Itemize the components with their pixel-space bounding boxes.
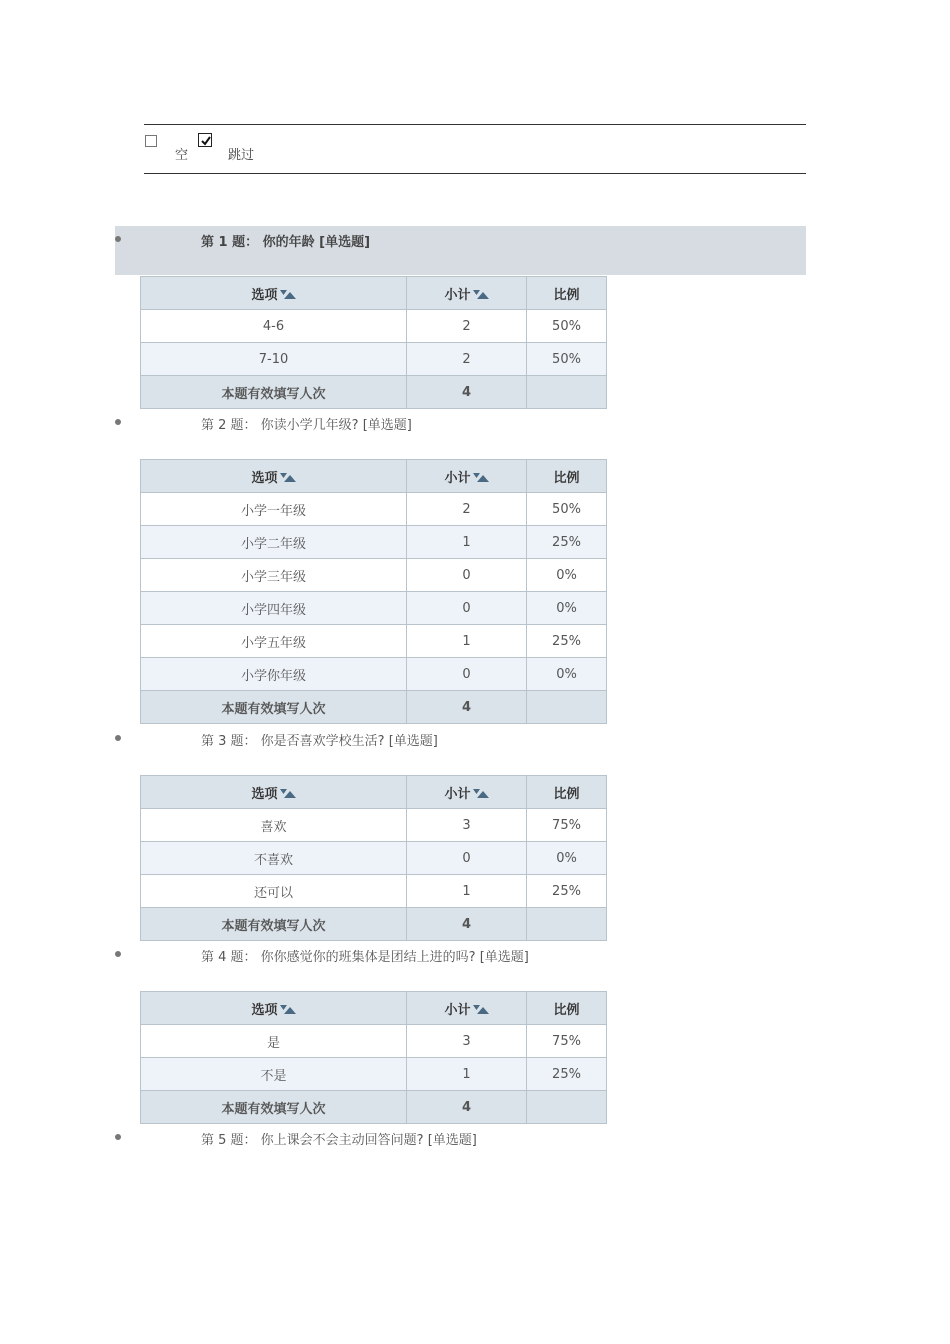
table-row: 喜欢 3 75% <box>141 809 607 842</box>
column-header-count[interactable]: 小计 <box>407 460 527 493</box>
total-row: 本题有效填写人次 4 <box>141 376 607 409</box>
table-row: 不喜欢 0 0% <box>141 842 607 875</box>
column-header-count[interactable]: 小计 <box>407 776 527 809</box>
table-row: 小学二年级 1 25% <box>141 526 607 559</box>
bullet <box>115 735 121 741</box>
top-rule <box>144 124 806 125</box>
sort-icon[interactable] <box>473 473 489 483</box>
table-row: 4-6 2 50% <box>141 310 607 343</box>
table-row: 小学四年级 0 0% <box>141 592 607 625</box>
table-row: 是 3 75% <box>141 1025 607 1058</box>
table-row: 不是 1 25% <box>141 1058 607 1091</box>
table-row: 小学三年级 0 0% <box>141 559 607 592</box>
column-header-count[interactable]: 小计 <box>407 992 527 1025</box>
total-row: 本题有效填写人次 4 <box>141 1091 607 1124</box>
result-table <box>140 276 607 409</box>
filter-row <box>144 132 444 162</box>
empty-checkbox[interactable] <box>145 135 157 147</box>
total-row: 本题有效填写人次 4 <box>141 908 607 941</box>
total-row: 本题有效填写人次 4 <box>141 691 607 724</box>
table-row: 小学你年级 0 0% <box>141 658 607 691</box>
skip-checkbox[interactable] <box>198 133 212 147</box>
table-row: 小学五年级 1 25% <box>141 625 607 658</box>
bottom-rule <box>144 173 806 174</box>
skip-label: 跳过 <box>228 148 255 163</box>
column-header-ratio: 比例 <box>527 776 607 809</box>
question-title: 第 2 题： 你读小学几年级? [单选题] <box>201 418 412 433</box>
question-title: 第 1 题： 你的年龄 [单选题] <box>201 235 371 250</box>
column-header-ratio: 比例 <box>527 992 607 1025</box>
result-table <box>140 991 607 1124</box>
column-header-ratio: 比例 <box>527 277 607 310</box>
check-icon <box>199 134 213 148</box>
sort-icon[interactable] <box>473 789 489 799</box>
sort-icon[interactable] <box>473 1005 489 1015</box>
column-header-option[interactable]: 选项 <box>141 460 407 493</box>
table-row: 小学一年级 2 50% <box>141 493 607 526</box>
sort-icon[interactable] <box>280 473 296 483</box>
empty-label: 空 <box>175 148 189 163</box>
sort-icon[interactable] <box>473 290 489 300</box>
bullet <box>115 951 121 957</box>
question-title: 第 5 题： 你上课会不会主动回答问题? [单选题] <box>201 1133 477 1148</box>
column-header-option[interactable]: 选项 <box>141 992 407 1025</box>
column-header-option[interactable]: 选项 <box>141 776 407 809</box>
question-title: 第 4 题： 你你感觉你的班集体是团结上进的吗? [单选题] <box>201 950 529 965</box>
column-header-count[interactable]: 小计 <box>407 277 527 310</box>
sort-icon[interactable] <box>280 789 296 799</box>
result-table <box>140 459 607 724</box>
result-table <box>140 775 607 941</box>
bullet <box>115 236 121 242</box>
bullet <box>115 1134 121 1140</box>
table-row: 7-10 2 50% <box>141 343 607 376</box>
bullet <box>115 419 121 425</box>
sort-icon[interactable] <box>280 290 296 300</box>
sort-icon[interactable] <box>280 1005 296 1015</box>
column-header-ratio: 比例 <box>527 460 607 493</box>
table-row: 还可以 1 25% <box>141 875 607 908</box>
column-header-option[interactable]: 选项 <box>141 277 407 310</box>
question-title: 第 3 题： 你是否喜欢学校生活? [单选题] <box>201 734 438 749</box>
